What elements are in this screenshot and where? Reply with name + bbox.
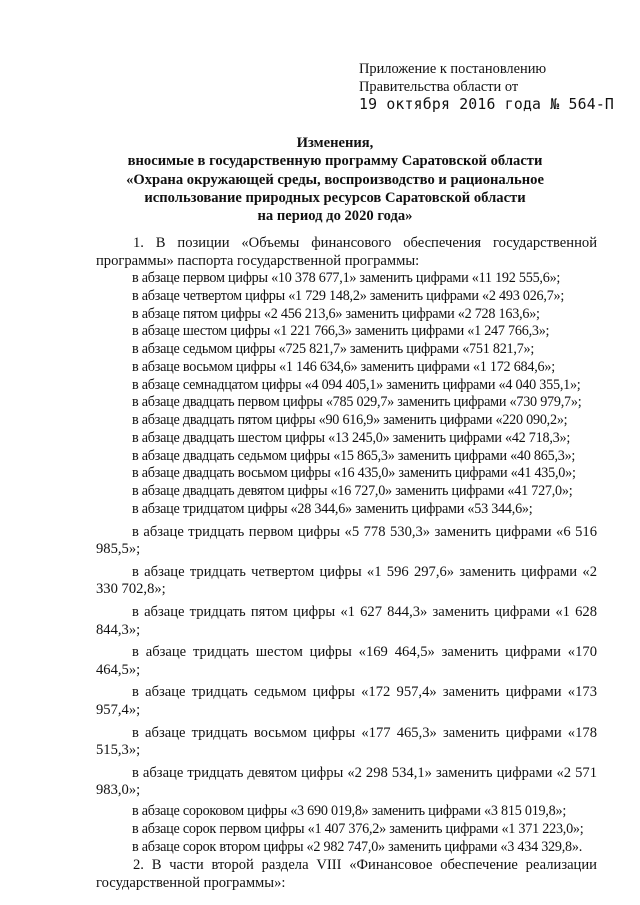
list-item: в абзаце тридцать шестом цифры «169 464,5» заменить цифрами «170 464,5»; [96, 644, 597, 678]
paragraph-2: 2. В части второй раздела VIII «Финансовое обеспечение реализации государственной программы»: [96, 857, 597, 891]
appendix-line-1: Приложение к постановлению [359, 61, 547, 77]
list-item: в абзаце восьмом цифры «1 146 634,6» заменить цифрами «1 172 684,6»; [132, 358, 555, 375]
title-line-5: на период до 2020 года» [257, 208, 413, 225]
list-item: в абзаце двадцать первом цифры «785 029,7» заменить цифрами «730 979,7»; [132, 394, 582, 411]
paragraph-1: 1. В позиции «Объемы финансового обеспечения государственной программы» паспорта государственной программы: [96, 235, 597, 269]
list-item: в абзаце тридцать седьмом цифры «172 957,4» заменить цифрами «173 957,4»; [96, 684, 597, 719]
title-line-1: Изменения, [296, 135, 374, 151]
list-item: в абзаце четвертом цифры «1 729 148,2» заменить цифрами «2 493 026,7»; [132, 287, 565, 304]
list-item: в абзаце тридцать четвертом цифры «1 596 297,6» заменить цифрами «2 330 702,8»; [96, 563, 597, 598]
appendix-date-number: 19 октября 2016 года № 564-П [359, 96, 615, 113]
list-item: в абзаце пятом цифры «2 456 213,6» заменить цифрами «2 728 163,6»; [132, 305, 540, 322]
list-item: в абзаце сороковом цифры «3 690 019,8» заменить цифрами «3 815 019,8»; [132, 803, 567, 819]
appendix-header [359, 60, 614, 114]
document-title [90, 134, 580, 225]
title-line-2: вносимые в государственную программу Саратовской области [127, 153, 543, 170]
list-item: в абзаце двадцать восьмом цифры «16 435,0» заменить цифрами «41 435,0»; [132, 465, 576, 482]
list-item: в абзаце первом цифры «10 378 677,1» заменить цифрами «11 192 555,6»; [132, 270, 561, 287]
list-item: в абзаце двадцать пятом цифры «90 616,9» заменить цифрами «220 090,2»; [132, 412, 568, 429]
list-item: в абзаце тридцать девятом цифры «2 298 534,1» заменить цифрами «2 571 983,0»; [96, 764, 597, 799]
list-item: в абзаце тридцать пятом цифры «1 627 844,3» заменить цифрами «1 628 844,3»; [96, 604, 597, 638]
list-item: в абзаце седьмом цифры «725 821,7» заменить цифрами «751 821,7»; [132, 341, 535, 358]
list-item: в абзаце сорок втором цифры «2 982 747,0» заменить цифрами «3 434 329,8». [132, 838, 583, 855]
list-item: в абзаце тридцать восьмом цифры «177 465,3» заменить цифрами «178 515,3»; [96, 724, 597, 759]
list-item: в абзаце тридцать первом цифры «5 778 530,3» заменить цифрами «6 516 985,5»; [96, 523, 597, 558]
list-item: в абзаце шестом цифры «1 221 766,3» заменить цифрами «1 247 766,3»; [132, 323, 550, 340]
appendix-line-2: Правительства области от [359, 79, 519, 95]
list-item: в абзаце тридцатом цифры «28 344,6» заменить цифрами «53 344,6»; [132, 500, 533, 517]
list-item: в абзаце семнадцатом цифры «4 094 405,1» заменить цифрами «4 040 355,1»; [132, 376, 581, 393]
list-item: в абзаце двадцать девятом цифры «16 727,0» заменить цифрами «41 727,0»; [132, 483, 573, 500]
title-line-3: «Охрана окружающей среды, воспроизводство и рациональное [126, 171, 544, 188]
list-item: в абзаце сорок первом цифры «1 407 376,2» заменить цифрами «1 371 223,0»; [132, 820, 584, 837]
list-item: в абзаце двадцать седьмом цифры «15 865,3» заменить цифрами «40 865,3»; [132, 447, 576, 464]
title-line-4: использование природных ресурсов Саратовской области [144, 189, 526, 206]
list-item: в абзаце двадцать шестом цифры «13 245,0» заменить цифрами «42 718,3»; [132, 429, 571, 446]
document-body [96, 235, 597, 892]
